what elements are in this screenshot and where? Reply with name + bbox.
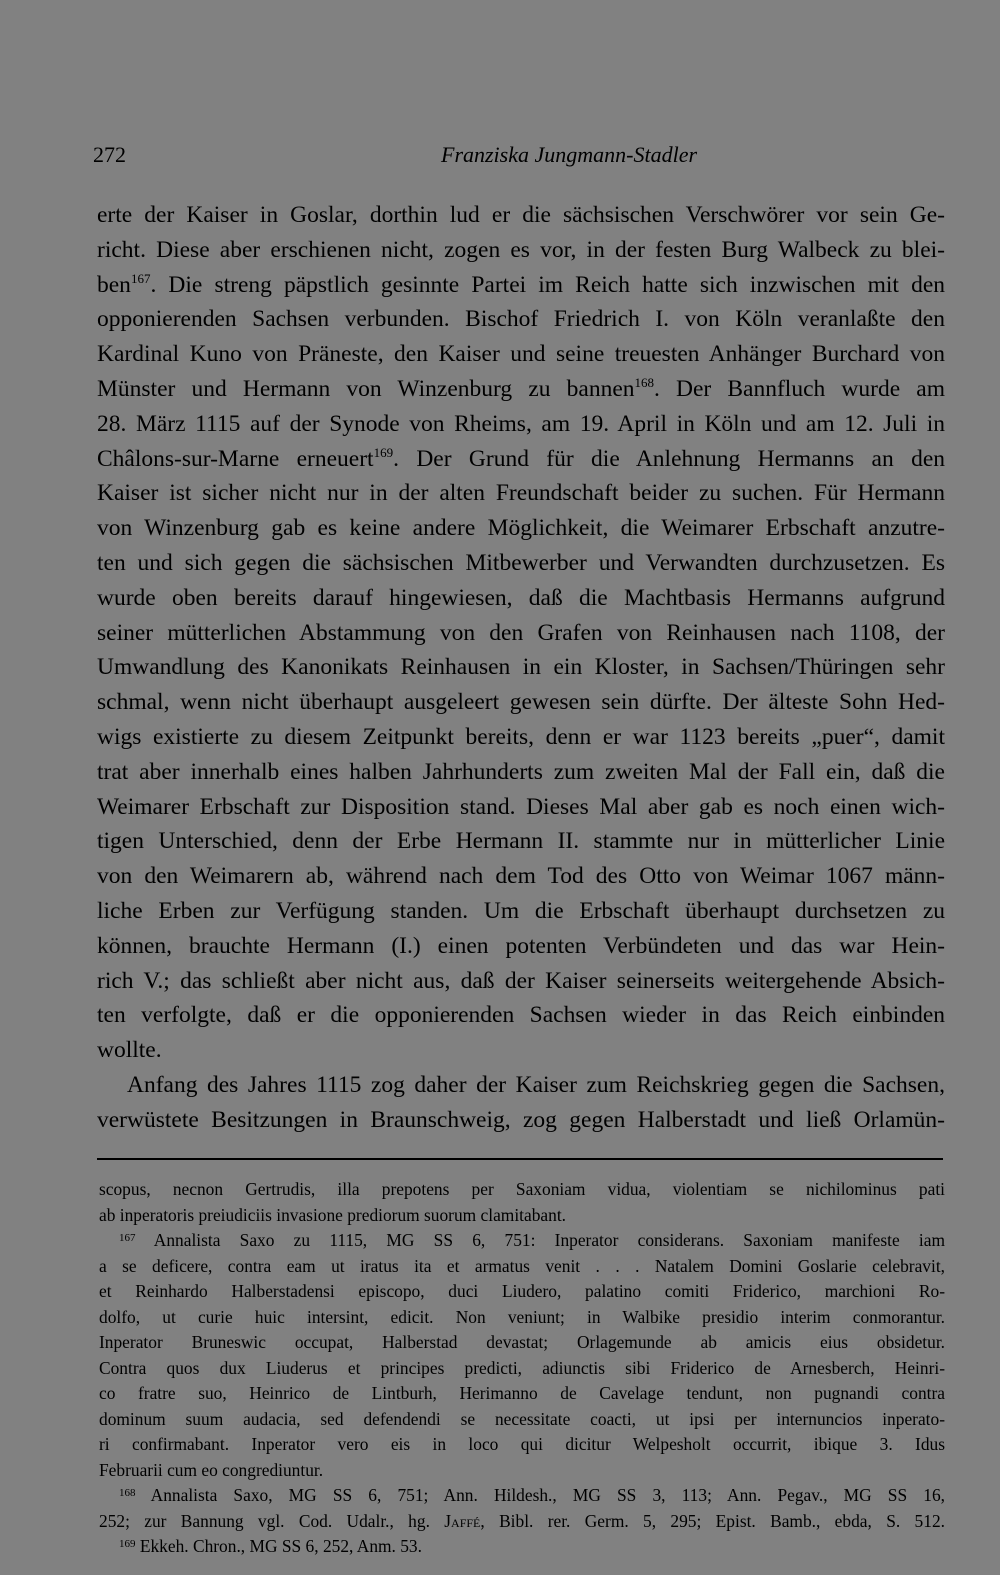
text-line: wurde oben bereits darauf hingewiesen, daß die Machtbasis Hermanns aufgrund — [97, 584, 945, 611]
text-line: 28. März 1115 auf der Synode von Rheims, am 19. April in Köln und am 12. Juli in — [97, 410, 945, 437]
footnote-line: dolfo, ut curie huic intersint, edicit. Non veniunt; in Walbike presidio interim conmorantur. — [99, 1306, 945, 1327]
footnote-line: dominum suum audacia, sed defendendi se necessitate coacti, ut ipsi per internuncios inperato- — [99, 1408, 945, 1429]
text-line: Weimarer Erbschaft zur Disposition stand. Dieses Mal aber gab es noch einen wich- — [97, 793, 945, 820]
footnote-ref-168[interactable]: 168 — [634, 374, 654, 390]
footnote-number-169: 169 — [119, 1538, 136, 1550]
text-line: opponierenden Sachsen verbunden. Bischof Friedrich I. von Köln veranlaßte den — [97, 306, 945, 333]
footnote-fragment: , Bibl. rer. Germ. 5, 295; Epist. Bamb., ebda, S. 512. — [480, 1510, 945, 1531]
text-line: von den Weimarern ab, während nach dem Tod des Otto von Weimar 1067 männ- — [97, 863, 945, 890]
text-line: Kaiser ist sicher nicht nur in der alten Freundschaft beider zu suchen. Für Hermann — [97, 480, 945, 507]
text-line: wigs existierte zu diesem Zeitpunkt bereits, denn er war 1123 bereits „puer“, damit — [97, 723, 945, 750]
text-line: von Winzenburg gab es keine andere Möglichkeit, die Weimarer Erbschaft anzutre- — [97, 515, 945, 542]
text-line: Anfang des Jahres 1115 zog daher der Kaiser zum Reichskrieg gegen die Sachsen, — [127, 1071, 945, 1098]
text-line: seiner mütterlichen Abstammung von den Grafen von Reinhausen nach 1108, der — [97, 619, 945, 646]
footnotes — [99, 1177, 945, 1560]
footnote-line: Februarii cum eo congrediuntur. — [99, 1459, 324, 1480]
text-fragment: . Der Bannfluch wurde am — [654, 375, 945, 402]
text-line: Umwandlung des Kanonikats Reinhausen in ein Kloster, in Sachsen/Thüringen sehr — [97, 654, 945, 681]
footnote-line — [99, 1483, 945, 1509]
main-text — [97, 198, 945, 1138]
text-line: rich V.; das schließt aber nicht aus, daß der Kaiser seinerseits weitergehende Absich- — [97, 967, 945, 994]
text-fragment: . Der Grund für die Anlehnung Hermanns an den — [393, 445, 945, 472]
text-line: tigen Unterschied, denn der Erbe Hermann II. stammte nur in mütterlicher Linie — [97, 828, 945, 855]
text-fragment: Châlons-sur-Marne erneuert — [97, 445, 374, 472]
footnote-divider — [97, 1158, 943, 1160]
text-line: können, brauchte Hermann (I.) einen potenten Verbündeten und das war Hein- — [97, 932, 945, 959]
text-line: ten verfolgte, daß er die opponierenden Sachsen wieder in das Reich einbinden — [97, 1002, 945, 1029]
text-line: liche Erben zur Verfügung standen. Um die Erbschaft überhaupt durchsetzen zu — [97, 897, 945, 924]
footnote-line: co fratre suo, Heinrico de Lintburh, Herimanno de Cavelage tendunt, non pugnandi contra — [99, 1383, 945, 1403]
text-line — [97, 372, 945, 407]
text-fragment: . Die streng päpstlich gesinnte Partei im Reich hatte sich inzwischen mit den — [150, 271, 945, 298]
text-line: verwüstete Besitzungen in Braunschweig, zog gegen Halberstadt und ließ Orlamün- — [97, 1106, 945, 1133]
text-line: Kardinal Kuno von Präneste, den Kaiser und seine treuesten Anhänger Burchard von — [97, 341, 945, 368]
footnote-fragment: 252; zur Bannung vgl. Cod. Udalr., hg. — [99, 1510, 445, 1531]
footnote-number-167: 167 — [119, 1232, 136, 1244]
text-fragment: ben — [97, 271, 131, 298]
text-line — [97, 442, 945, 477]
footnote-number-168: 168 — [119, 1487, 136, 1499]
text-line: wollte. — [97, 1037, 162, 1064]
footnote-line — [99, 1509, 945, 1535]
footnote-line: Inperator Bruneswic occupat, Halberstad devastat; Orlagemunde ab amicis eius obsidetur. — [99, 1332, 945, 1352]
footnote-fragment: Ekkeh. Chron., MG SS 6, 252, Anm. 53. — [135, 1536, 422, 1556]
footnote-line: Contra quos dux Liuderus et principes predicti, adiunctis sibi Friderico de Arnesberch, Heinri- — [99, 1357, 945, 1378]
running-head: Franziska Jungmann-Stadler — [441, 142, 698, 167]
text-line — [97, 268, 945, 303]
footnote-fragment: Annalista Saxo zu 1115, MG SS 6, 751: Inperator considerans. Saxoniam manifeste iam — [135, 1230, 945, 1250]
author-name-jaffe: Jaffé — [444, 1510, 481, 1531]
footnote-line: ab inperatoris preiudiciis invasione prediorum suorum clamitabant. — [99, 1204, 567, 1225]
footnote-line: et Reinhardo Halberstadensi episcopo, duci Liudero, palatino comiti Friderico, marchioni Ro- — [99, 1281, 945, 1301]
text-fragment: Münster und Hermann von Winzenburg zu bannen — [97, 375, 635, 402]
text-line: schmal, wenn nicht überhaupt ausgeleert gewesen sein dürfte. Der älteste Sohn Hed- — [97, 689, 945, 716]
footnote-line: a se deficere, contra eam ut iratus ita et armatus venit . . . Natalem Domini Goslarie celebravit, — [99, 1255, 945, 1276]
text-line: ten und sich gegen die sächsischen Mitbewerber und Verwandten durchzusetzen. Es — [97, 549, 945, 576]
footnote-ref-167[interactable]: 167 — [130, 270, 151, 286]
footnote-ref-169[interactable]: 169 — [373, 444, 394, 460]
footnote-fragment: Annalista Saxo, MG SS 6, 751; Ann. Hildesh., MG SS 3, 113; Ann. Pegav., MG SS 16, — [135, 1485, 945, 1505]
footnote-line: ri confirmabant. Inperator vero eis in loco qui dicitur Welpesholt occurrit, ibique 3. Idus — [99, 1434, 945, 1454]
text-line: richt. Diese aber erschienen nicht, zogen es vor, in der festen Burg Walbeck zu blei- — [97, 236, 945, 263]
footnote-line: scopus, necnon Gertrudis, illa prepotens per Saxoniam vidua, violentiam se nichilominus pati — [99, 1179, 945, 1199]
footnote-line — [99, 1228, 945, 1254]
page-header — [93, 139, 698, 171]
text-line: erte der Kaiser in Goslar, dorthin lud er die sächsischen Verschwörer vor sein Ge- — [97, 202, 945, 228]
footnote-line — [99, 1534, 945, 1560]
page-number: 272 — [93, 142, 126, 167]
text-line: trat aber innerhalb eines halben Jahrhunderts zum zweiten Mal der Fall ein, daß die — [97, 758, 945, 785]
